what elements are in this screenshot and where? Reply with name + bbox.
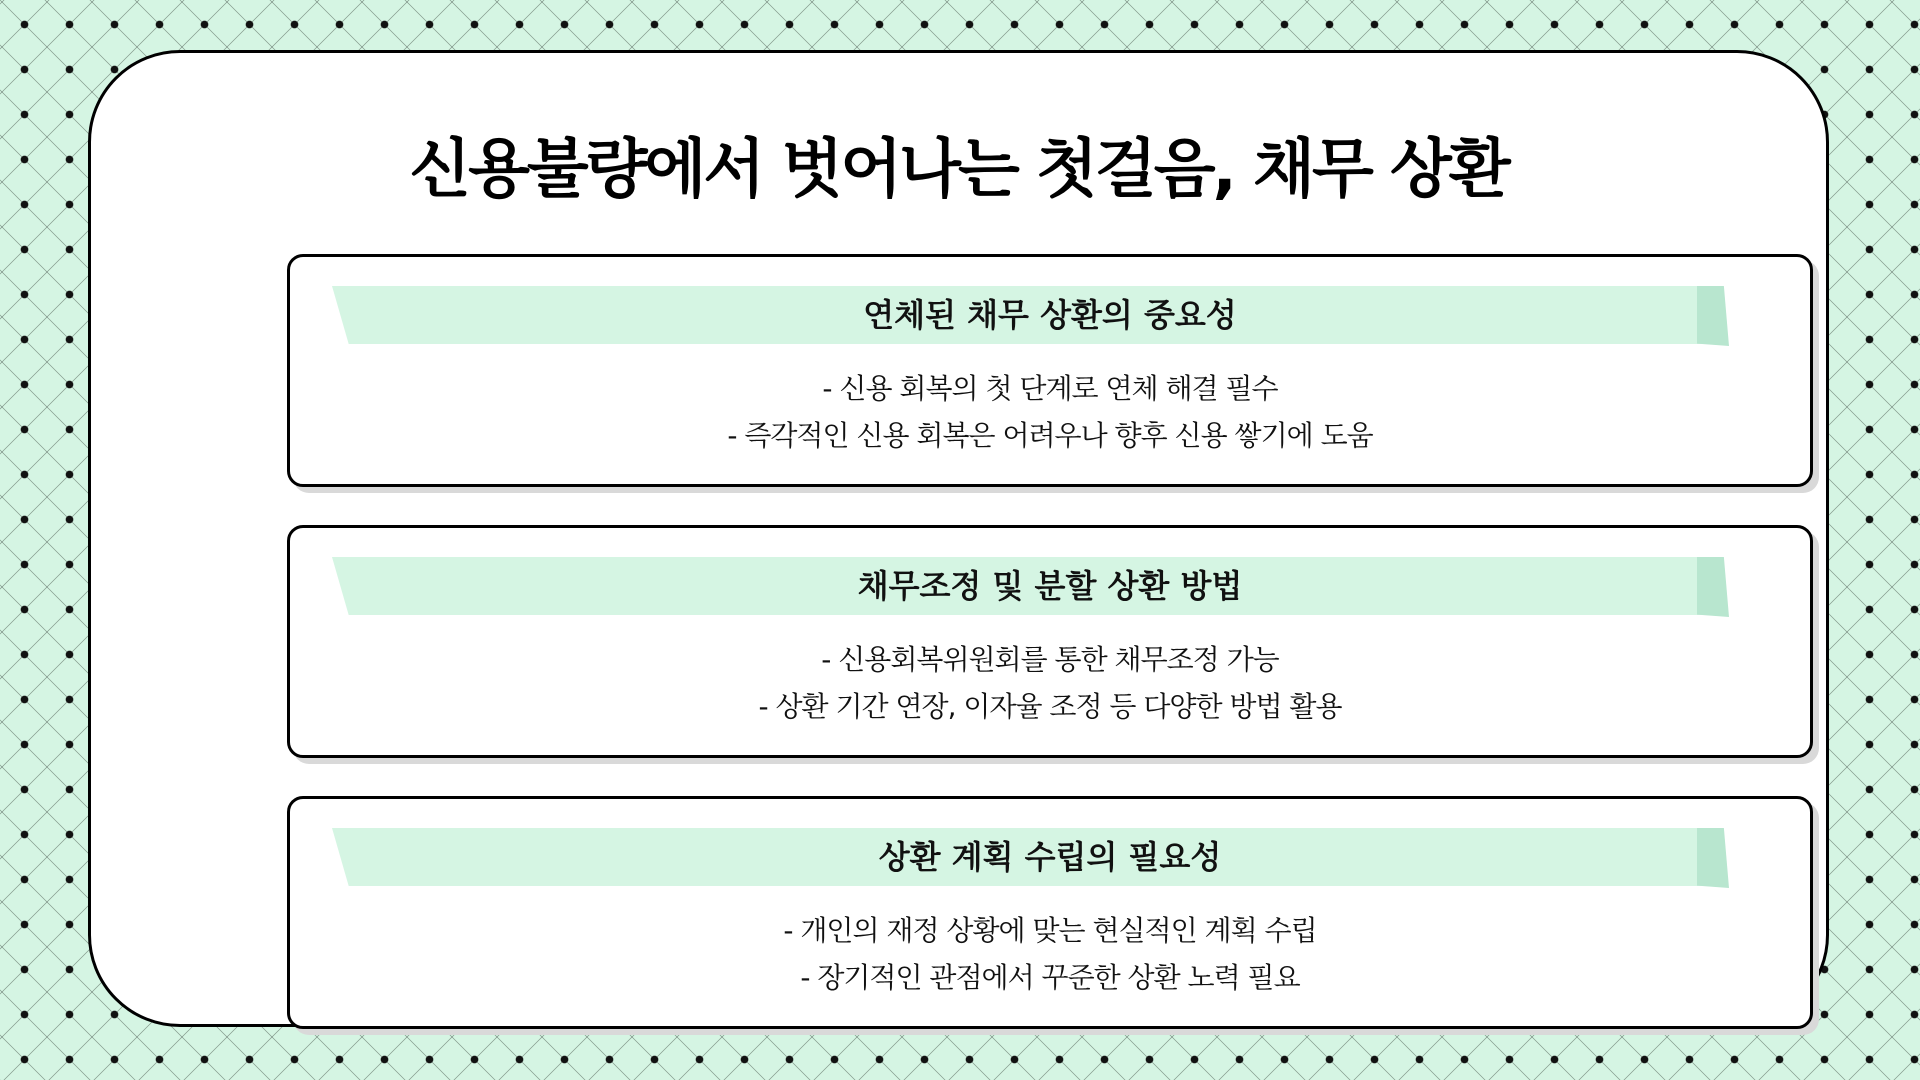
card-line: - 신용 회복의 첫 단계로 연체 해결 필수 (822, 372, 1278, 405)
card-heading: 연체된 채무 상환의 중요성 (863, 296, 1237, 334)
card-heading: 채무조정 및 분할 상환 방법 (857, 567, 1243, 605)
card-line: - 즉각적인 신용 회복은 어려우나 향후 신용 쌓기에 도움 (727, 419, 1373, 452)
card-heading: 상환 계획 수립의 필요성 (878, 838, 1222, 876)
card-overdue-debt (287, 254, 1813, 487)
card-repayment-plan (287, 796, 1813, 1029)
card-line: - 상환 기간 연장, 이자율 조정 등 다양한 방법 활용 (758, 690, 1342, 723)
slide-panel (88, 50, 1829, 1027)
card-line: - 개인의 재정 상황에 맞는 현실적인 계획 수립 (783, 914, 1317, 947)
card-line: - 장기적인 관점에서 꾸준한 상환 노력 필요 (800, 961, 1300, 994)
slide-title: 신용불량에서 벗어나는 첫걸음, 채무 상환 (409, 133, 1508, 207)
card-line: - 신용회복위원회를 통한 채무조정 가능 (821, 643, 1279, 676)
card-debt-adjustment (287, 525, 1813, 758)
